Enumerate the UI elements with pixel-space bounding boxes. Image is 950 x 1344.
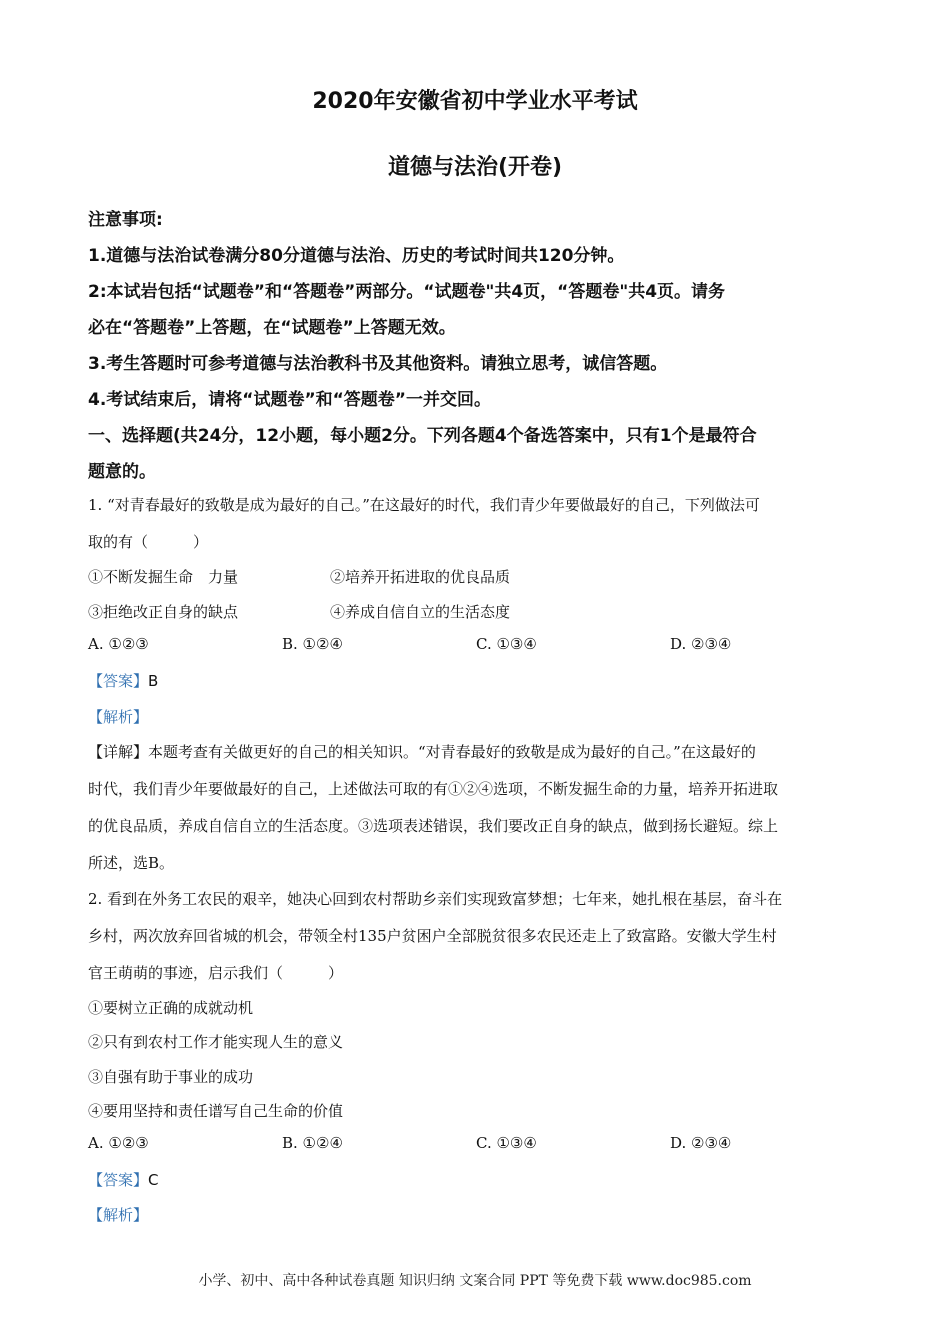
question-1-analysis-label: 【解析】 [88,708,149,726]
question-2-item: ②只有到农村工作才能实现人生的意义 [88,1033,344,1051]
question-1-option-c: C. ①③④ [476,635,537,653]
question-2-option-c: C. ①③④ [476,1134,537,1152]
question-2-analysis-label: 【解析】 [88,1206,149,1224]
answer-value: B [148,672,159,690]
question-2-item: ①要树立正确的成就动机 [88,999,254,1017]
question-2-answer [88,1169,159,1190]
note-line: 1.道德与法治试卷满分80分道德与法治、历史的考试时间共120分钟。 [88,246,625,266]
question-1-answer [88,670,158,691]
question-2-item: ③自强有助于事业的成功 [88,1068,254,1086]
question-1-item: ①不断发掘生命 力量 [88,568,239,586]
question-2-stem: 2. 看到在外务工农民的艰辛，她决心回到农村帮助乡亲们实现致富梦想；七年来，她扎根在基层，奋斗在 [88,890,783,908]
exam-subtitle: 道德与法治(开卷) [387,155,563,180]
question-1-option-a: A. ①②③ [88,635,149,653]
question-2-item: ④要用坚持和责任谱写自己生命的价值 [88,1102,344,1120]
question-1-detail: 的优良品质，养成自信自立的生活态度。③选项表述错误，我们要改正自身的缺点，做到扬长避短。综上 [88,817,779,835]
answer-label: 【答案】 [88,1171,149,1189]
note-line: 必在“答题卷”上答题，在“试题卷”上答题无效。 [88,318,456,338]
question-1-stem: 1. “对青春最好的致敬是成为最好的自己。”在这最好的时代，我们青少年要做最好的自己，下列做法可 [88,496,760,514]
question-2-option-d: D. ②③④ [670,1134,732,1152]
exam-title: 2020年安徽省初中学业水平考试 [312,89,638,114]
question-1-detail: 【详解】本题考查有关做更好的自己的相关知识。“对青春最好的致敬是成为最好的自己。”在这最好的 [88,743,756,761]
question-1-option-b: B. ①②④ [282,635,343,653]
section-heading: 一、选择题(共24分，12小题，每小题2分。下列各题4个备选答案中，只有1个是最符合 [88,426,757,446]
question-1-item: ②培养开拓进取的优良品质 [330,568,511,586]
question-1-stem: 取的有（ ） [88,533,209,551]
question-1-option-d: D. ②③④ [670,635,732,653]
note-line: 3.考生答题时可参考道德与法治教科书及其他资料。请独立思考，诚信答题。 [88,354,668,374]
section-heading: 题意的。 [88,462,156,482]
question-2-option-b: B. ①②④ [282,1134,343,1152]
question-2-stem: 乡村，两次放弃回省城的机会，带领全村135户贫困户全部脱贫很多农民还走上了致富路。安徽大学生村 [88,927,777,945]
question-1-item: ③拒绝改正自身的缺点 [88,603,239,621]
note-line: 4.考试结束后，请将“试题卷”和“答题卷”一并交回。 [88,390,491,410]
question-1-detail: 时代，我们青少年要做最好的自己，上述做法可取的有①②④选项，不断发掘生命的力量，培养开拓进取 [88,780,779,798]
question-1-detail: 所述，选B。 [88,854,175,872]
answer-label: 【答案】 [88,672,149,690]
page-footer: 小学、初中、高中各种试卷真题 知识归纳 文案合同 PPT 等免费下载 www.doc985.com [198,1273,752,1289]
answer-value: C [148,1171,159,1189]
question-2-stem: 官王萌萌的事迹，启示我们（ ） [88,964,344,982]
note-line: 2:本试岩包括“试题卷”和“答题卷”两部分。“试题卷"共4页，“答题卷"共4页。请务 [88,282,726,302]
question-1-item: ④养成自信自立的生活态度 [330,603,511,621]
notes-heading: 注意事项: [88,210,163,230]
question-2-option-a: A. ①②③ [88,1134,149,1152]
